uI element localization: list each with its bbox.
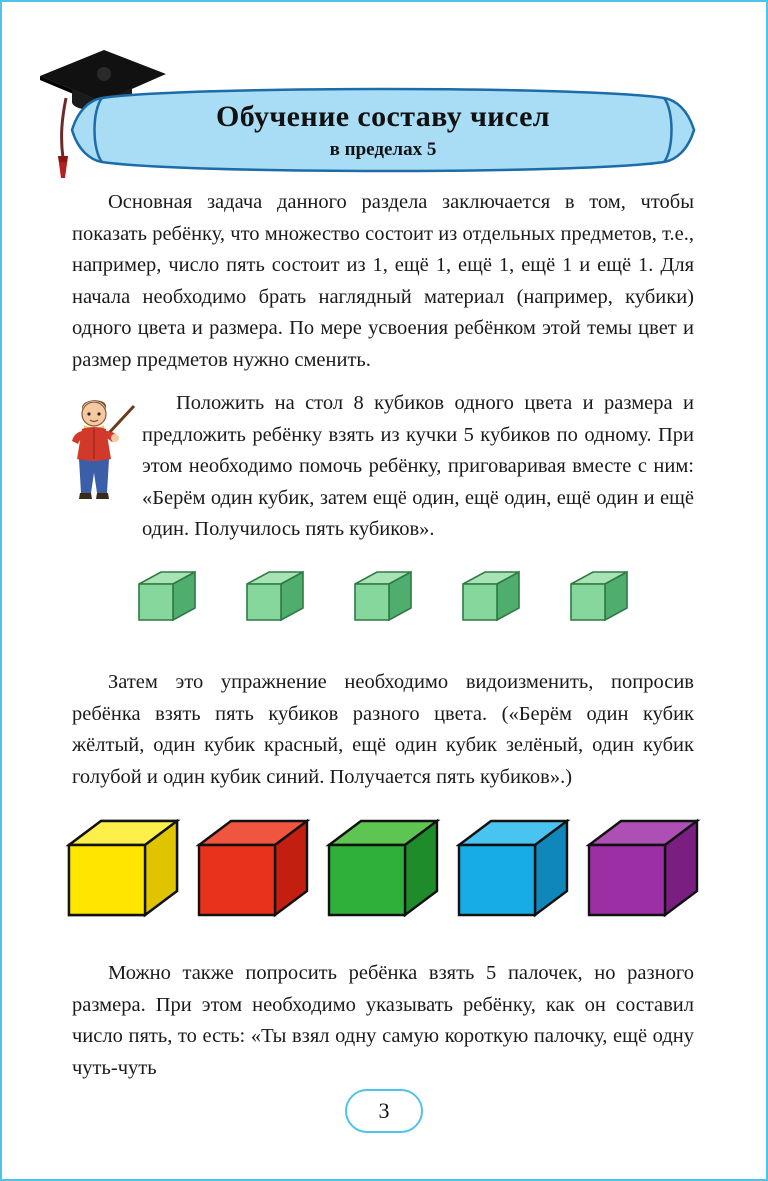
green-cubes-row [72, 566, 694, 643]
green-cube [239, 566, 311, 643]
page-number-value: 3 [345, 1089, 423, 1133]
boy-with-pointer-illustration [68, 392, 138, 542]
paragraph-3: Затем это упражнение необходимо видоизменить, попросив ребёнка взять пять кубиков разного цвета. («Берём один кубик жёлтый, один кубик красный, ещё один кубик зелёный, один кубик голубой и один кубик синий. Получается пять кубиков».) [72, 671, 694, 788]
yellow-cube [63, 815, 183, 932]
page-content [2, 187, 766, 1084]
green-cube [131, 566, 203, 643]
paragraph-4: Можно также попросить ребёнка взять 5 палочек, но разного размера. При этом необходимо указывать ребёнку, как он составил число пять, то есть: «Ты взял одну самую короткую палочку, ещё одну чуть-чуть [72, 962, 694, 1079]
blue-cube [453, 815, 573, 932]
green-cube [347, 566, 419, 643]
page-header [2, 2, 766, 187]
green-cube [563, 566, 635, 643]
page-number [2, 1089, 766, 1133]
colored-cubes-row [72, 815, 694, 932]
green-cube [455, 566, 527, 643]
title-banner [64, 84, 702, 176]
page-title: Обучение составу чисел [215, 99, 551, 133]
red-cube [193, 815, 313, 932]
purple-cube [583, 815, 703, 932]
page-subtitle: в пределах 5 [329, 138, 437, 160]
boy-paragraph-block [72, 388, 694, 548]
paragraph-1: Основная задача данного раздела заключается в том, чтобы показать ребёнку, что множество состоит из отдельных предметов, т.е., например, число пять состоит из 1, ещё 1, ещё 1, ещё 1 и ещё 1. Для начала необходимо брать наглядный материал (например, кубики) одного цвета и размера. По мере усвоения ребёнком этой темы цвет и размер предметов нужно сменить. [72, 191, 694, 371]
green-cube [323, 815, 443, 932]
paragraph-2: Положить на стол 8 кубиков одного цвета и размера и предложить ребёнку взять из кучки 5 кубиков по одному. При этом необходимо помочь ребёнку, приговаривая вместе с ним: «Берём один кубик, затем ещё один, ещё один, ещё один и ещё один. Получилось пять кубиков». [142, 392, 694, 540]
